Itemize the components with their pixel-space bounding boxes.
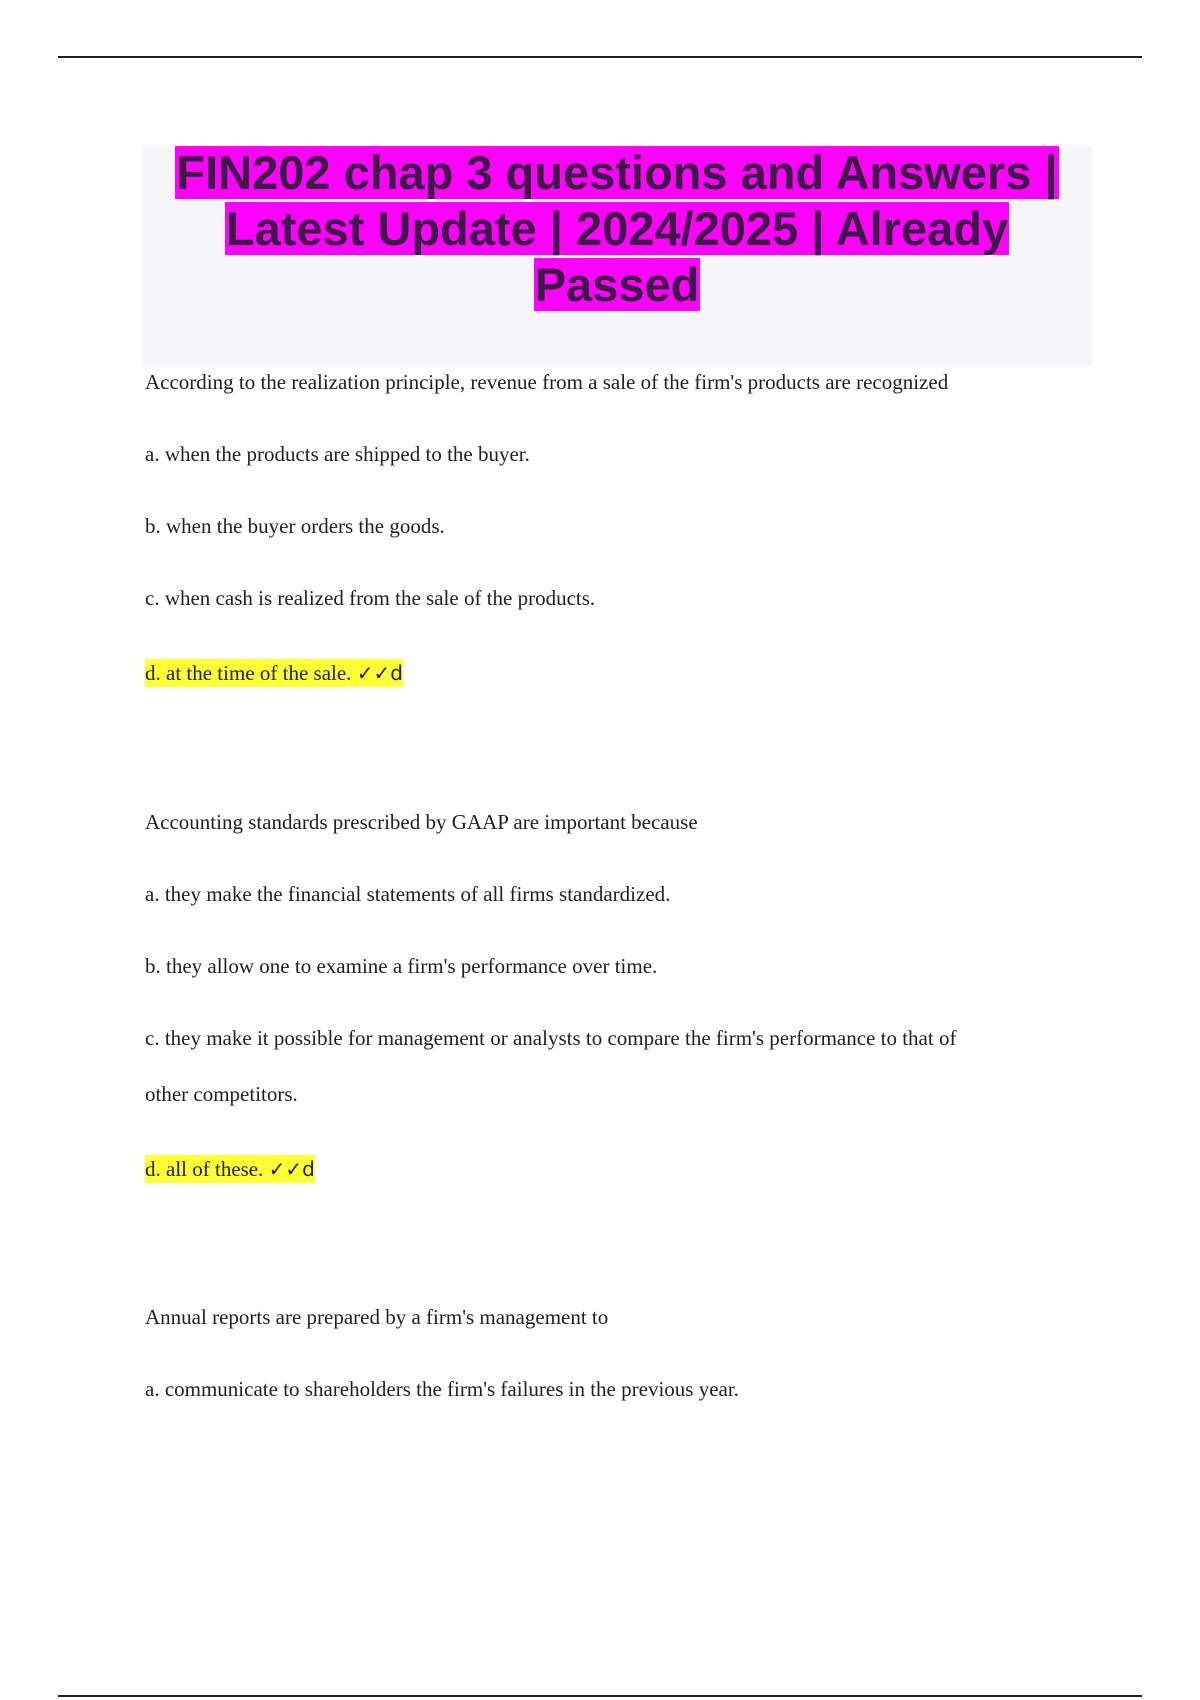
top-rule <box>58 56 1142 58</box>
question-2-option-a: a. they make the financial statements of all firms standardized. <box>145 882 671 906</box>
question-2-option-c-continued: other competitors. <box>145 1082 298 1106</box>
question-1-answer <box>145 659 403 687</box>
question-2-option-b: b. they allow one to examine a firm's performance over time. <box>145 954 658 978</box>
bottom-rule <box>58 1695 1142 1697</box>
title-line-3: Passed <box>534 258 700 311</box>
question-2-answer <box>145 1155 315 1183</box>
question-1-answer-highlight <box>145 659 403 687</box>
document-title <box>142 145 1092 313</box>
question-2-answer-text: d. all of these. <box>145 1157 264 1181</box>
question-2-prompt: Accounting standards prescribed by GAAP are important because <box>145 810 698 834</box>
question-1-answer-text: d. at the time of the sale. <box>145 661 352 685</box>
question-2-option-c: c. they make it possible for management or analysts to compare the firm's performance to that of <box>145 1026 957 1050</box>
question-1-option-a: a. when the products are shipped to the buyer. <box>145 442 530 466</box>
question-1-option-c: c. when cash is realized from the sale of the products. <box>145 586 596 610</box>
question-3-option-a: a. communicate to shareholders the firm's failures in the previous year. <box>145 1377 739 1401</box>
question-2-answer-highlight <box>145 1155 315 1183</box>
title-line-1: FIN202 chap 3 questions and Answers | <box>176 146 1058 199</box>
question-1-prompt: According to the realization principle, revenue from a sale of the firm's products are recognized <box>145 370 949 394</box>
question-3-prompt: Annual reports are prepared by a firm's management to <box>145 1305 609 1329</box>
question-1-answer-check-mark: ✓✓d <box>356 661 403 685</box>
question-2-answer-check-mark: ✓✓d <box>268 1157 315 1181</box>
question-1-option-b: b. when the buyer orders the goods. <box>145 514 445 538</box>
document-title-block <box>142 145 1092 367</box>
title-line-2: Latest Update | 2024/2025 | Already <box>225 202 1009 255</box>
